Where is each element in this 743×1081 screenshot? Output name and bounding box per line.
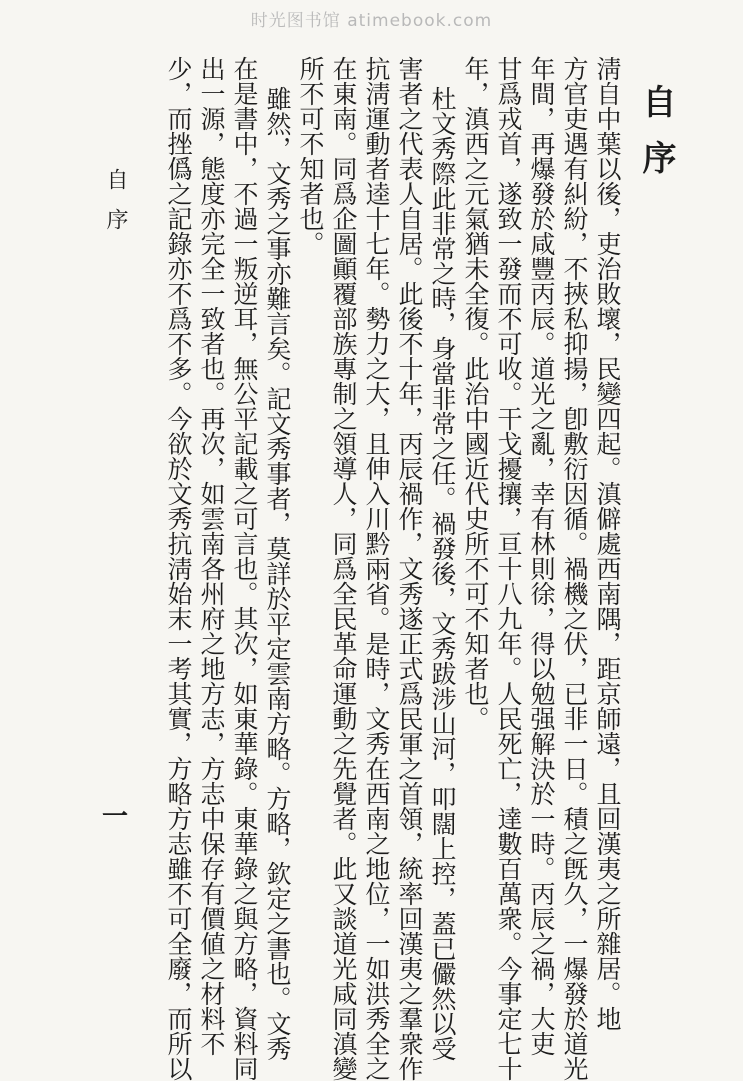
- text-column-7: 害者之代表人自居。此後不十年，丙辰禍作，文秀遂正式爲民軍之首領，統率回漢夷之羣衆作: [395, 56, 424, 1081]
- text-column-9: 在東南。同爲企圖顚覆部族專制之領導人，同爲全民革命運動之先覺者。此又談道光咸同滇變: [329, 56, 358, 1081]
- running-head: 自序: [103, 168, 128, 248]
- text-column-8: 抗淸運動者逵十七年。勢力之大，且伸入川黔兩省。是時，文秀在西南之地位，一如洪秀全之: [362, 56, 391, 1081]
- text-column-5: 年，滇西之元氣猶未全復。此治中國近代史所不可不知者也。: [461, 56, 490, 731]
- text-column-6: 杜文秀際此非常之時，身當非常之任。禍發後，文秀跋涉山河，叩闊上控，蓋已儼然以受: [428, 86, 457, 1061]
- text-column-1: 淸自中葉以後，吏治敗壞，民變四起。滇僻處西南隅，距京師遠，且回漢夷之所雜居。地: [593, 56, 622, 1031]
- watermark: 时光图书馆 atimebook.com: [250, 11, 493, 31]
- page-title: 自序: [636, 84, 676, 196]
- text-column-11: 雖然，文秀之事亦難言矣。記文秀事者，莫詳於平定雲南方略。方略，欽定之書也。文秀: [263, 86, 292, 1061]
- text-column-10: 所不可不知者也。: [296, 56, 325, 256]
- text-column-13: 出一源，態度亦完全一致者也。再次，如雲南各州府之地方志，方志中保存有價値之材料不: [197, 56, 226, 1056]
- text-column-12: 在是書中，不過一叛逆耳，無公平記載之可言也。其次，如東華錄。東華錄之與方略，資料同: [230, 56, 259, 1081]
- page-number: 一: [102, 802, 129, 832]
- text-column-4: 甘爲戎首，遂致一發而不可收。干戈擾攘，亘十八九年。人民死亡，達數百萬衆。今事定七十: [494, 56, 523, 1081]
- text-column-2: 方官吏遇有糾紛，不挾私抑揚，卽敷衍因循。禍機之伏，已非一日。積之旣久，一爆發於道光: [560, 56, 589, 1081]
- text-column-14: 少，而挫僞之記錄亦不爲不多。今欲於文秀抗淸始末一考其實，方略方志雖不可全廢，而所以: [164, 56, 193, 1081]
- book-page: [100, 56, 703, 1081]
- text-column-3: 年間，再爆發於咸豐丙辰。道光之亂，幸有林則徐，得以勉强解決於一時。丙辰之禍，大吏: [527, 56, 556, 1056]
